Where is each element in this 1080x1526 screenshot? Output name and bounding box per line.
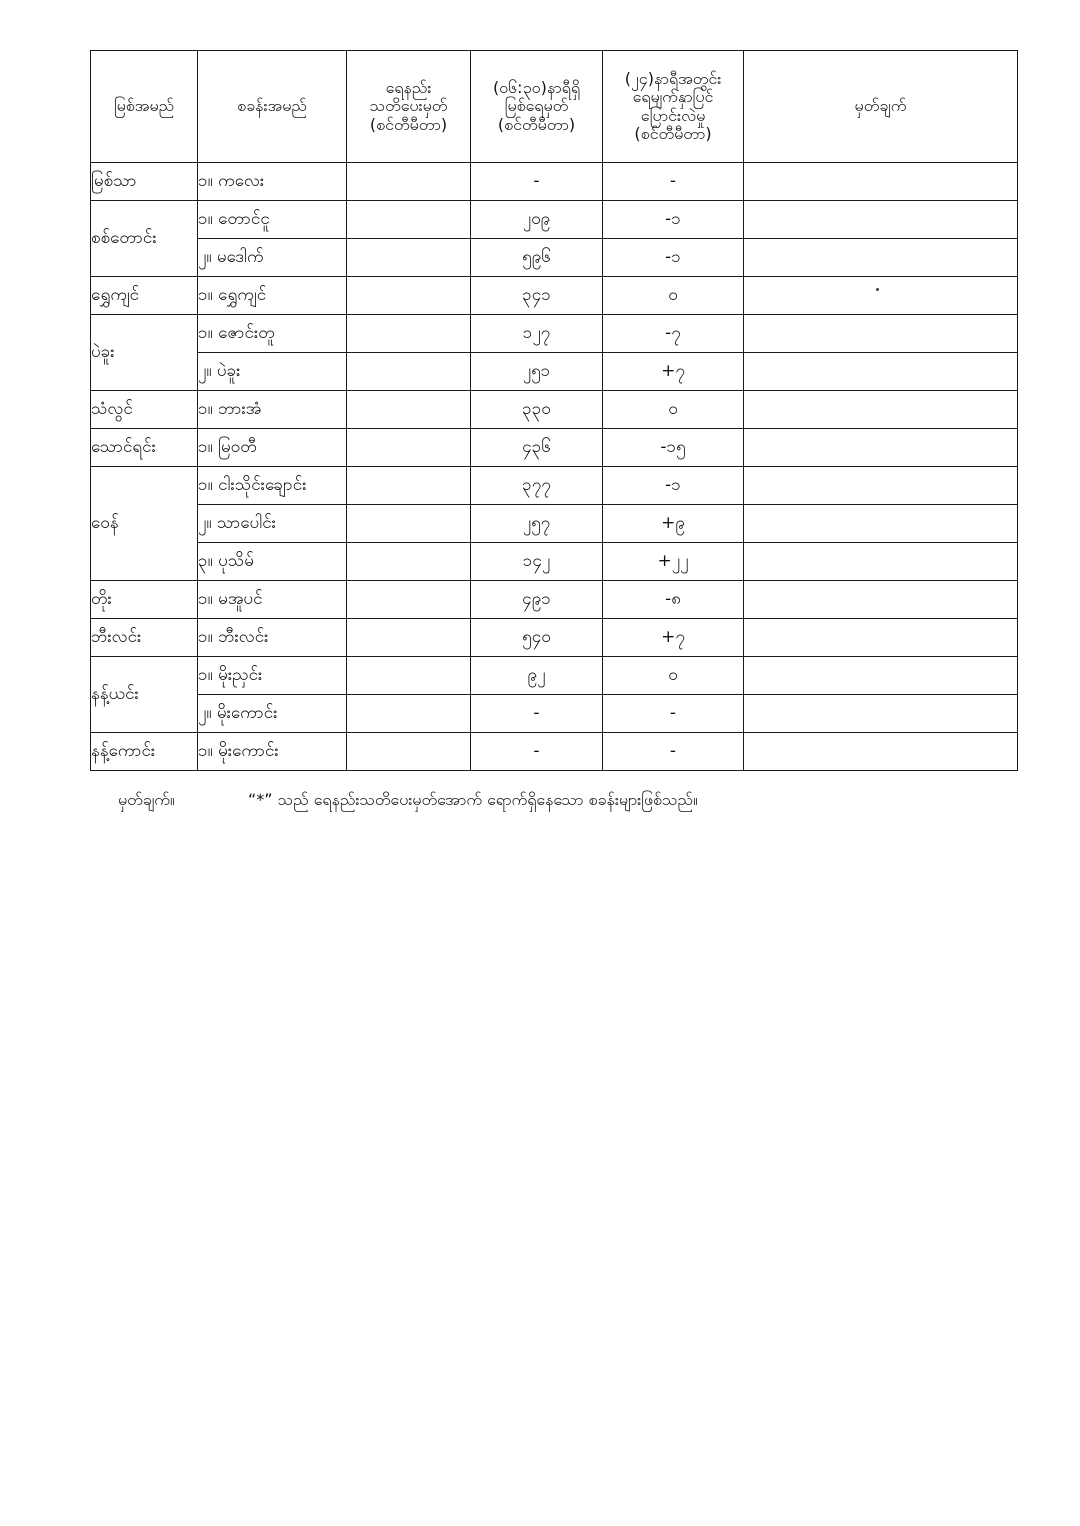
water-level-cell: ၁၄၂ xyxy=(471,543,603,581)
river-name-cell: နန့်ယင်း xyxy=(91,657,198,733)
river-name-cell: မြစ်သာ xyxy=(91,163,198,201)
table-row xyxy=(91,239,1018,277)
header-text-line: (၀၆:၃၀)နာရီရှိ xyxy=(492,77,581,97)
warning-level-cell xyxy=(347,695,471,733)
level-change-cell: +၂၂ xyxy=(603,543,744,581)
warning-level-cell xyxy=(347,315,471,353)
table-body xyxy=(91,163,1018,771)
river-name-cell: တိုး xyxy=(91,581,198,619)
station-name-cell: ၁။ ဘားအံ xyxy=(198,391,347,429)
station-name-cell: ၂။ သာပေါင်း xyxy=(198,505,347,543)
water-level-cell: ၄၃၆ xyxy=(471,429,603,467)
station-name-cell: ၁။ ရွှေကျင် xyxy=(198,277,347,315)
header-text-line: သတိပေးမှတ် xyxy=(369,96,448,116)
footnote-label: မှတ်ချက်။ xyxy=(118,790,175,809)
station-name-cell: ၁။ မြဝတီ xyxy=(198,429,347,467)
header-remarks xyxy=(744,51,1018,163)
water-level-cell: ၅၉၆ xyxy=(471,239,603,277)
header-remarks-text: မှတ်ချက် xyxy=(854,96,907,116)
warning-level-cell xyxy=(347,543,471,581)
water-level-cell: ၃၄၁ xyxy=(471,277,603,315)
warning-level-cell xyxy=(347,201,471,239)
header-text-line: ပြောင်းလဲမှု xyxy=(640,105,706,125)
remarks-cell xyxy=(744,619,1018,657)
river-name-cell: သံလွင် xyxy=(91,391,198,429)
remarks-cell xyxy=(744,163,1018,201)
station-name-cell: ၁။ ငါးသိုင်းချောင်း xyxy=(198,467,347,505)
header-water-level xyxy=(471,51,603,163)
level-change-cell: ၀ xyxy=(603,391,744,429)
header-low-water-warning xyxy=(347,51,471,163)
river-level-table xyxy=(90,50,1018,771)
remarks-cell xyxy=(744,391,1018,429)
warning-level-cell xyxy=(347,657,471,695)
header-station-name xyxy=(198,51,347,163)
warning-level-cell xyxy=(347,733,471,771)
remarks-cell xyxy=(744,505,1018,543)
water-level-cell: - xyxy=(471,733,603,771)
station-name-cell: ၁။ မိုးညှင်း xyxy=(198,657,347,695)
level-change-cell: ၀ xyxy=(603,277,744,315)
table-row xyxy=(91,467,1018,505)
table-row xyxy=(91,163,1018,201)
station-name-cell: ၂။ ပဲခူး xyxy=(198,353,347,391)
water-level-cell: - xyxy=(471,163,603,201)
station-name-cell: ၁။ ကလေး xyxy=(198,163,347,201)
header-24h-change xyxy=(603,51,744,163)
station-name-cell: ၁။ တောင်ငူ xyxy=(198,201,347,239)
remarks-cell xyxy=(744,429,1018,467)
remarks-cell xyxy=(744,239,1018,277)
remarks-cell xyxy=(744,277,1018,315)
level-change-cell: -၁ xyxy=(603,239,744,277)
table-row xyxy=(91,201,1018,239)
level-change-cell: - xyxy=(603,733,744,771)
station-name-cell: ၁။ မအူပင် xyxy=(198,581,347,619)
warning-level-cell xyxy=(347,581,471,619)
level-change-cell: +၉ xyxy=(603,505,744,543)
header-text-line: (၂၄)နာရီအတွင်း xyxy=(624,68,722,88)
scan-speck xyxy=(876,288,879,291)
warning-level-cell xyxy=(347,163,471,201)
warning-level-cell xyxy=(347,505,471,543)
table-row xyxy=(91,391,1018,429)
level-change-cell: -၁၅ xyxy=(603,429,744,467)
table-row xyxy=(91,657,1018,695)
warning-level-cell xyxy=(347,467,471,505)
river-name-cell: စစ်တောင်း xyxy=(91,201,198,277)
remarks-cell xyxy=(744,315,1018,353)
table-row xyxy=(91,543,1018,581)
level-change-cell: -၁ xyxy=(603,201,744,239)
water-level-cell: ၉၂ xyxy=(471,657,603,695)
river-name-cell: ပဲခူး xyxy=(91,315,198,391)
station-name-cell: ၃။ ပုသိမ် xyxy=(198,543,347,581)
warning-level-cell xyxy=(347,429,471,467)
level-change-cell: +၇ xyxy=(603,353,744,391)
water-level-cell: ၄၉၁ xyxy=(471,581,603,619)
level-change-cell: - xyxy=(603,695,744,733)
level-change-cell: ၀ xyxy=(603,657,744,695)
river-name-cell: နန့်ကောင်း xyxy=(91,733,198,771)
header-text-line: (စင်တီမီတာ) xyxy=(634,123,712,143)
station-name-cell: ၁။ ဇောင်းတူ xyxy=(198,315,347,353)
warning-level-cell xyxy=(347,239,471,277)
header-river-name xyxy=(91,51,198,163)
warning-level-cell xyxy=(347,619,471,657)
table-row xyxy=(91,619,1018,657)
river-name-cell: ရွှေကျင် xyxy=(91,277,198,315)
remarks-cell xyxy=(744,543,1018,581)
water-level-cell: ၂၀၉ xyxy=(471,201,603,239)
header-text-line: (စင်တီမီတာ) xyxy=(497,114,576,134)
table-row xyxy=(91,581,1018,619)
header-text-line: ရေနည်း xyxy=(385,77,432,97)
water-level-cell: ၂၅၇ xyxy=(471,505,603,543)
table-header-row xyxy=(91,51,1018,163)
header-station-name-text: စခန်းအမည် xyxy=(237,96,307,116)
table-row xyxy=(91,277,1018,315)
header-text-line: ရေမျက်နှာပြင် xyxy=(632,87,714,107)
warning-level-cell xyxy=(347,277,471,315)
header-text-line: မြစ်ရေမှတ် xyxy=(504,96,569,116)
water-level-cell: ၅၄၀ xyxy=(471,619,603,657)
water-level-cell: ၃၃၀ xyxy=(471,391,603,429)
remarks-cell xyxy=(744,695,1018,733)
remarks-cell xyxy=(744,657,1018,695)
water-level-cell: ၁၂၇ xyxy=(471,315,603,353)
level-change-cell: -၁ xyxy=(603,467,744,505)
table-row xyxy=(91,505,1018,543)
level-change-cell: -၇ xyxy=(603,315,744,353)
table-row xyxy=(91,733,1018,771)
table-row xyxy=(91,353,1018,391)
table-row xyxy=(91,429,1018,467)
table-row xyxy=(91,315,1018,353)
station-name-cell: ၁။ မိုးကောင်း xyxy=(198,733,347,771)
river-name-cell: သောင်ရင်း xyxy=(91,429,198,467)
header-river-name-text: မြစ်အမည် xyxy=(113,96,175,116)
warning-level-cell xyxy=(347,391,471,429)
level-change-cell: - xyxy=(603,163,744,201)
river-name-cell: ဘီးလင်း xyxy=(91,619,198,657)
header-text-line: (စင်တီမီတာ) xyxy=(369,114,448,134)
station-name-cell: ၂။ မိုးကောင်း xyxy=(198,695,347,733)
station-name-cell: ၁။ ဘီးလင်း xyxy=(198,619,347,657)
footnote-text: “*” သည် ရေနည်းသတိပေးမှတ်အောက် ရောက်ရှိနေသော စခန်းများဖြစ်သည်။ xyxy=(248,790,698,809)
level-change-cell: -၈ xyxy=(603,581,744,619)
level-change-cell: +၇ xyxy=(603,619,744,657)
remarks-cell xyxy=(744,353,1018,391)
remarks-cell xyxy=(744,581,1018,619)
remarks-cell xyxy=(744,733,1018,771)
water-level-cell: - xyxy=(471,695,603,733)
warning-level-cell xyxy=(347,353,471,391)
station-name-cell: ၂။ မဒေါက် xyxy=(198,239,347,277)
river-name-cell: ဝေန် xyxy=(91,467,198,581)
water-level-cell: ၃၇၇ xyxy=(471,467,603,505)
remarks-cell xyxy=(744,201,1018,239)
water-level-cell: ၂၅၁ xyxy=(471,353,603,391)
remarks-cell xyxy=(744,467,1018,505)
table-row xyxy=(91,695,1018,733)
